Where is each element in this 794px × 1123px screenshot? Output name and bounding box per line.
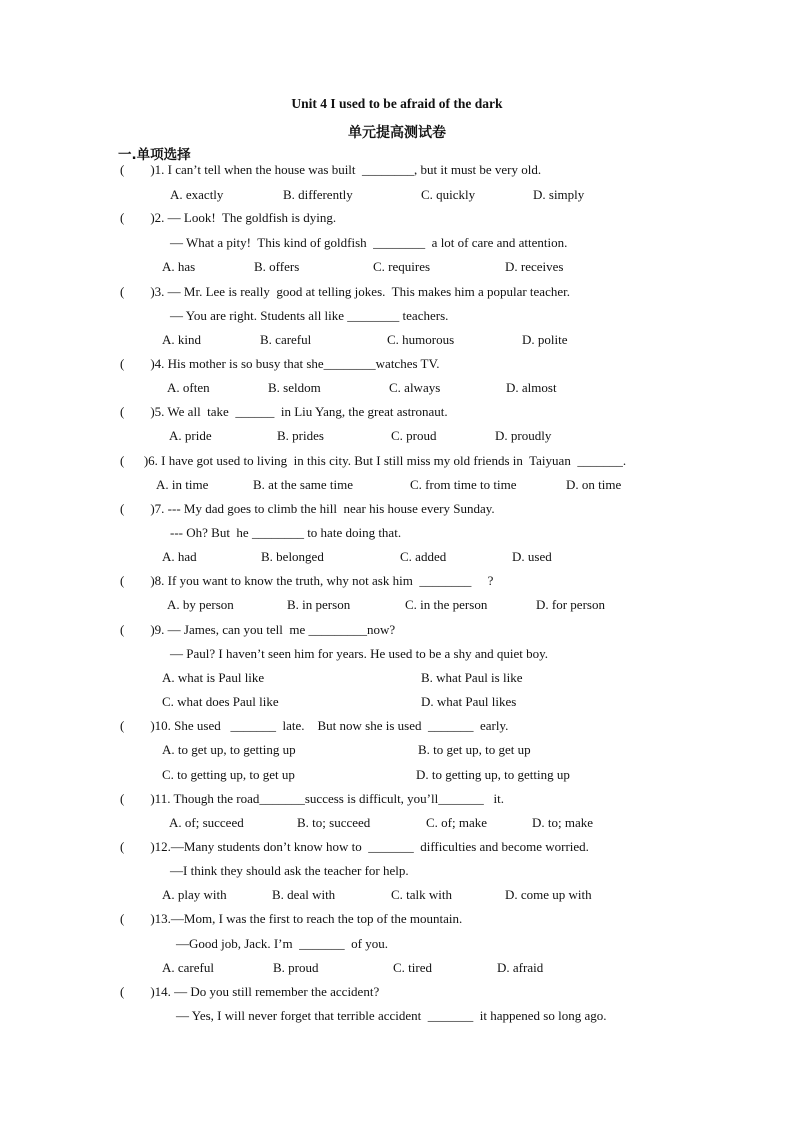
option-a: A. exactly (170, 187, 224, 202)
question-stem: 3. — Mr. Lee is really good at telling jokes. This makes him a popular teacher. (154, 284, 570, 299)
question-stem: 5. We all take ______ in Liu Yang, the great astronaut. (154, 404, 448, 419)
question-9 (120, 622, 395, 638)
answer-blank[interactable]: ( ) (120, 622, 155, 637)
answer-blank[interactable]: ( ) (120, 162, 155, 177)
page-title: Unit 4 I used to be afraid of the dark (291, 96, 503, 111)
question-stem: 11. Though the road_______success is difficult, you’ll_______ it. (154, 791, 504, 806)
option-c: C. requires (373, 259, 431, 274)
question-stem-continued: — What a pity! This kind of goldfish ________ a lot of care and attention. (170, 235, 568, 250)
answer-blank[interactable]: ( ) (120, 356, 155, 371)
option-c: C. talk with (391, 887, 453, 902)
option-c: C. in the person (405, 597, 488, 612)
option-c: C. to getting up, to get up (162, 767, 295, 782)
option-c: C. always (389, 380, 441, 395)
question-10 (120, 718, 508, 734)
option-c: C. from time to time (410, 477, 517, 492)
option-d: D. used (512, 549, 552, 564)
answer-blank[interactable]: ( ) (120, 501, 155, 516)
question-2 (120, 210, 336, 226)
option-d: D. come up with (505, 887, 592, 902)
option-d: D. what Paul likes (421, 694, 517, 709)
option-c: C. of; make (426, 815, 488, 830)
question-stem: 13.—Mom, I was the first to reach the top of the mountain. (154, 911, 463, 926)
option-d: D. simply (533, 187, 585, 202)
option-b: B. at the same time (253, 477, 354, 492)
option-c: C. quickly (421, 187, 476, 202)
section-heading: 一.单项选择 (118, 147, 191, 163)
option-c: C. proud (391, 428, 437, 443)
option-d: D. on time (566, 477, 622, 492)
question-stem: 9. — James, can you tell me _________now? (154, 622, 396, 637)
option-b: B. proud (273, 960, 319, 975)
option-d: D. for person (536, 597, 605, 612)
question-14 (120, 984, 379, 1000)
option-d: D. to getting up, to getting up (416, 767, 570, 782)
option-c: C. humorous (387, 332, 455, 347)
option-a: A. what is Paul like (162, 670, 265, 685)
question-5 (120, 404, 448, 420)
option-a: A. kind (162, 332, 201, 347)
question-8 (120, 573, 493, 589)
option-d: D. afraid (497, 960, 544, 975)
question-stem-continued: — You are right. Students all like ________ teachers. (170, 308, 449, 323)
option-a: A. in time (156, 477, 209, 492)
question-11 (120, 791, 504, 807)
option-d: D. receives (505, 259, 564, 274)
answer-blank[interactable]: ( ) (120, 573, 155, 588)
question-stem: 1. I can’t tell when the house was built ________, but it must be very old. (154, 162, 542, 177)
answer-blank[interactable]: ( ) (120, 839, 155, 854)
answer-blank[interactable]: ( ) (120, 284, 155, 299)
question-7 (120, 501, 495, 517)
option-b: B. differently (283, 187, 353, 202)
question-stem: 10. She used _______ late. But now she is used _______ early. (154, 718, 509, 733)
option-d: D. polite (522, 332, 568, 347)
page-subtitle: 单元提高测试卷 (348, 125, 446, 141)
question-stem: 4. His mother is so busy that she________watches TV. (154, 356, 440, 371)
option-c: C. tired (393, 960, 432, 975)
question-stem-continued: --- Oh? But he ________ to hate doing that. (170, 525, 402, 540)
option-d: D. to; make (532, 815, 594, 830)
question-3 (120, 284, 570, 300)
answer-blank[interactable]: ( ) (120, 984, 155, 999)
question-stem-continued: —Good job, Jack. I’m _______ of you. (176, 936, 388, 951)
option-a: A. to get up, to getting up (162, 742, 296, 757)
question-6 (120, 453, 626, 469)
option-c: C. added (400, 549, 447, 564)
answer-blank[interactable]: ( ) (120, 453, 149, 468)
option-b: B. to; succeed (297, 815, 371, 830)
option-b: B. what Paul is like (421, 670, 523, 685)
option-a: A. by person (167, 597, 234, 612)
question-stem: 8. If you want to know the truth, why not ask him ________ ? (154, 573, 494, 588)
option-b: B. careful (260, 332, 312, 347)
option-b: B. prides (277, 428, 324, 443)
option-b: B. seldom (268, 380, 321, 395)
option-b: B. belonged (261, 549, 324, 564)
option-b: B. in person (287, 597, 351, 612)
answer-blank[interactable]: ( ) (120, 911, 155, 926)
question-12 (120, 839, 589, 855)
answer-blank[interactable]: ( ) (120, 210, 155, 225)
option-a: A. of; succeed (169, 815, 244, 830)
option-a: A. play with (162, 887, 227, 902)
question-stem: 12.—Many students don’t know how to _______ difficulties and become worried. (154, 839, 589, 854)
question-stem-continued: — Paul? I haven’t seen him for years. He used to be a shy and quiet boy. (170, 646, 548, 661)
question-13 (120, 911, 462, 927)
question-stem: 2. — Look! The goldfish is dying. (154, 210, 337, 225)
answer-blank[interactable]: ( ) (120, 718, 155, 733)
answer-blank[interactable]: ( ) (120, 791, 155, 806)
option-a: A. often (167, 380, 210, 395)
option-d: D. proudly (495, 428, 552, 443)
answer-blank[interactable]: ( ) (120, 404, 155, 419)
question-1 (120, 162, 541, 178)
option-a: A. has (162, 259, 196, 274)
option-a: A. careful (162, 960, 214, 975)
question-stem-continued: —I think they should ask the teacher for help. (170, 863, 409, 878)
question-4 (120, 356, 439, 372)
option-b: B. offers (254, 259, 300, 274)
option-c: C. what does Paul like (162, 694, 279, 709)
option-d: D. almost (506, 380, 557, 395)
question-stem: 14. — Do you still remember the accident? (154, 984, 380, 999)
option-a: A. pride (169, 428, 212, 443)
option-b: B. to get up, to get up (418, 742, 531, 757)
question-stem: 6. I have got used to living in this city. But I still miss my old friends in Taiyuan _______. (148, 453, 627, 468)
question-stem: 7. --- My dad goes to climb the hill near his house every Sunday. (154, 501, 495, 516)
question-stem-continued: — Yes, I will never forget that terrible accident _______ it happened so long ago. (176, 1008, 607, 1023)
option-b: B. deal with (272, 887, 336, 902)
option-a: A. had (162, 549, 197, 564)
